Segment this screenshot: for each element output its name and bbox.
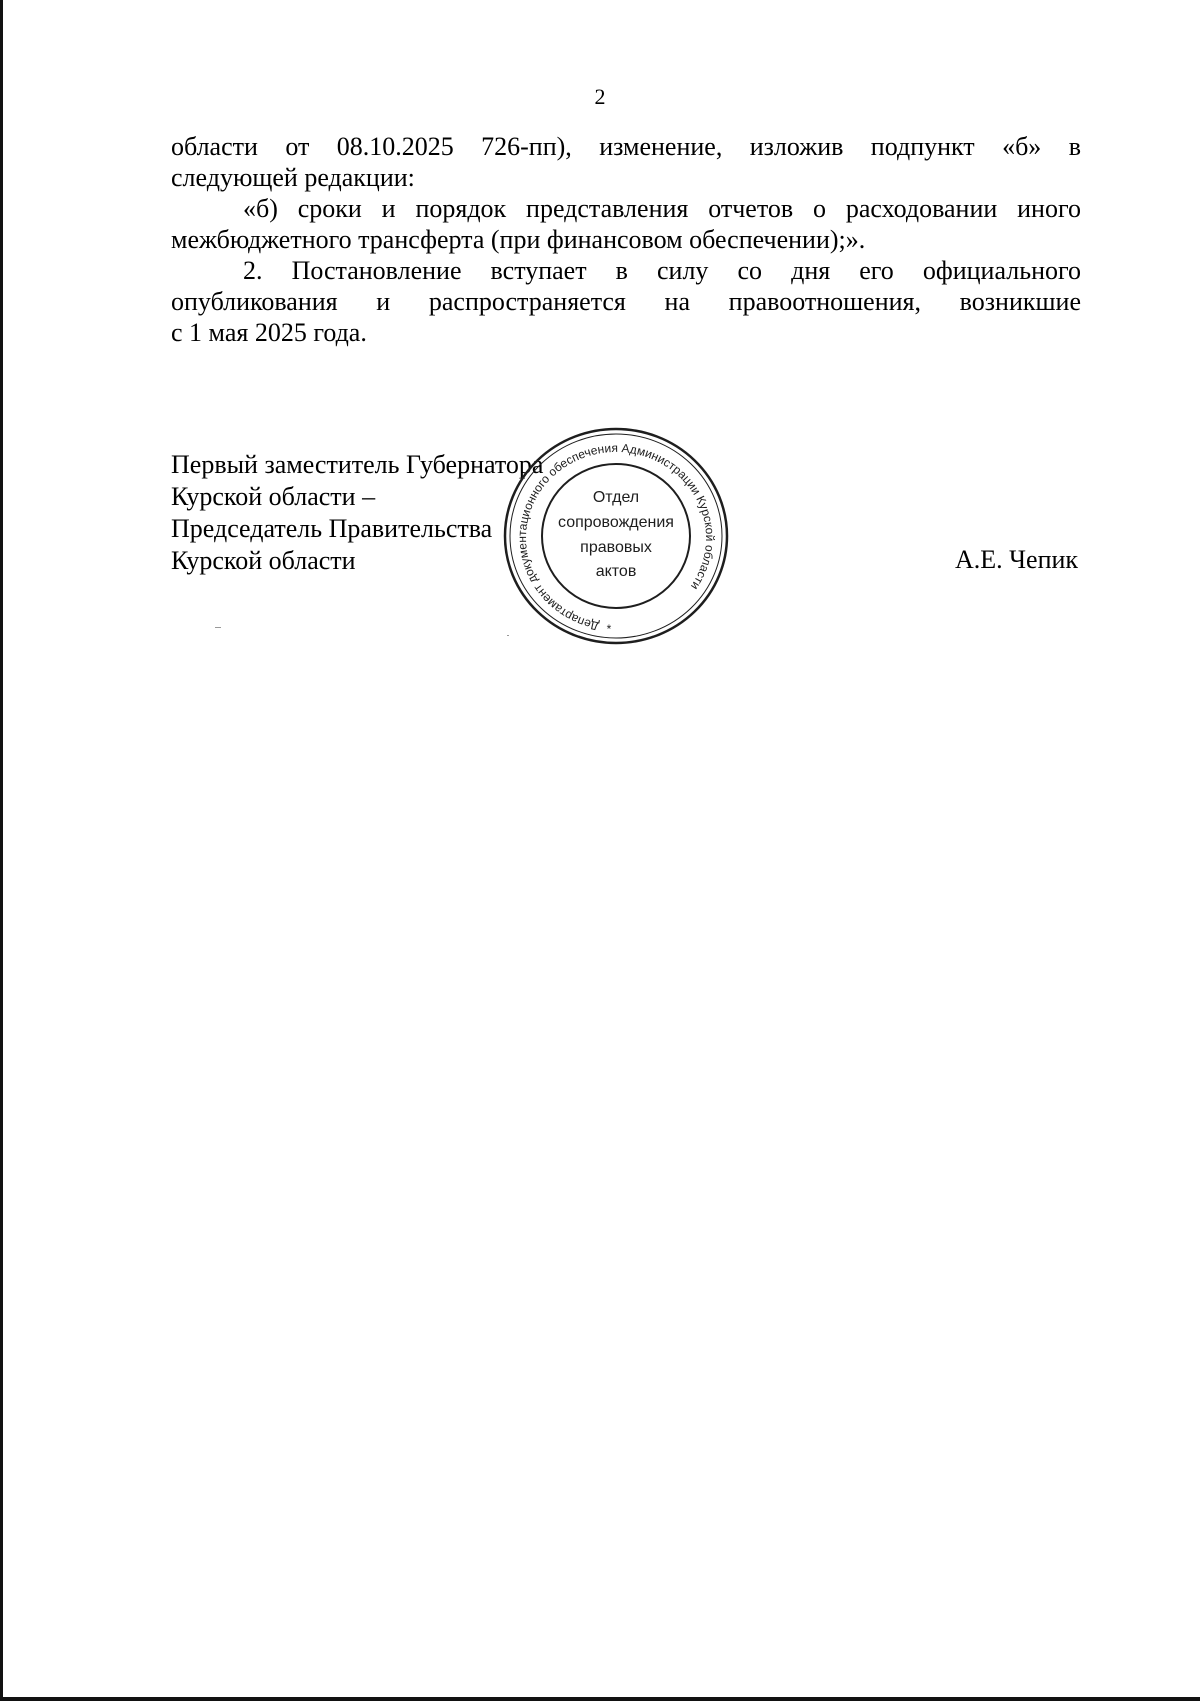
paragraph-continuation-line-1: области от 08.10.2025 726-пп), изменение, изложив подпункт «б» в bbox=[171, 132, 1081, 161]
signatory-title-line: Курской области – bbox=[171, 482, 376, 511]
stamp-seal-icon bbox=[499, 423, 733, 649]
stamp-outer-ring bbox=[505, 429, 727, 643]
official-stamp bbox=[499, 423, 733, 649]
stamp-center-line: Отдел bbox=[592, 489, 640, 506]
signatory-title-line: Курской области bbox=[171, 546, 356, 575]
paragraph-item-2-line-2: опубликования и распространяется на правоотношения, возникшие bbox=[171, 287, 1081, 316]
signatory-title-line: Первый заместитель Губернатора bbox=[171, 450, 544, 479]
document-body bbox=[171, 131, 1081, 348]
signatory-title-line: Председатель Правительства bbox=[171, 514, 493, 543]
stamp-ring-text-path: Департамент документационного обеспечения Администрации Курской области bbox=[514, 440, 718, 634]
stamp-star: * bbox=[606, 622, 612, 636]
signatory-name: А.Е. Чепик bbox=[955, 545, 1079, 574]
stamp-center-line: актов bbox=[595, 563, 637, 580]
paragraph-item-2-line-3: с 1 мая 2025 года. bbox=[171, 318, 367, 347]
scan-speck bbox=[507, 635, 509, 636]
stamp-center-line: сопровождения bbox=[558, 514, 674, 531]
scan-edge-left bbox=[0, 0, 3, 1701]
paragraph-continuation-line-2: следующей редакции: bbox=[171, 163, 415, 192]
scan-edge-bottom bbox=[0, 1697, 1200, 1701]
paragraph-item-2-line-1: 2. Постановление вступает в силу со дня его официального bbox=[243, 256, 1081, 285]
page-number: 2 bbox=[594, 84, 606, 109]
stamp-inner-ring bbox=[542, 464, 690, 608]
stamp-ring-text bbox=[515, 441, 717, 633]
signatory-title bbox=[171, 449, 543, 577]
paragraph-subitem-b-line-2: межбюджетного трансферта (при финансовом обеспечении);». bbox=[171, 225, 866, 254]
paragraph-subitem-b-line-1: «б) сроки и порядок представления отчетов о расходовании иного bbox=[243, 194, 1081, 223]
stamp-center-line: правовых bbox=[580, 539, 652, 556]
scan-speck bbox=[215, 627, 221, 628]
